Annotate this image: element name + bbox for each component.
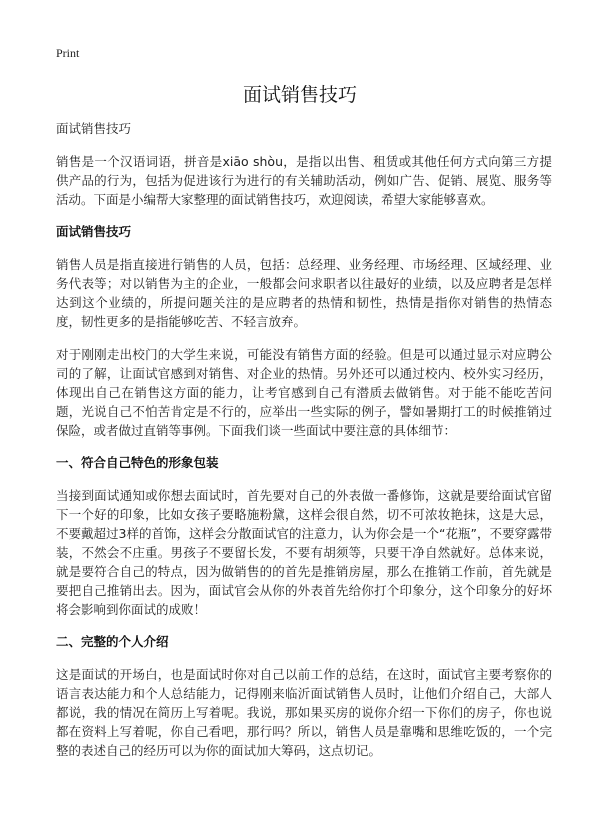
section-heading-introduction: 二、完整的个人介绍 bbox=[56, 634, 169, 649]
page-title: 面试销售技巧 bbox=[242, 84, 357, 106]
section1-paragraph-1: 销售人员是指直接进行销售的人员，包括：总经理、业务经理、市场经理、区域经理、业务代表等；对以销售为主的企业，一般都会问求职者以往最好的业绩，以及应聘者是怎样达到这个业绩的，所提问题关注的是应聘者的热情和韧性，热情是指你对销售的热情态度，韧性更多的是指能够吃苦、不轻言放弃。 bbox=[56, 257, 552, 329]
section-heading-image: 一、符合自己特色的形象包装 bbox=[56, 455, 219, 470]
section-heading-sales-skills: 面试销售技巧 bbox=[56, 224, 132, 239]
intro-paragraph: 销售是一个汉语词语，拼音是xiāo shòu，是指以出售、租赁或其他任何方式向第三方提供产品的行为，包括为促进该行为进行的有关辅助活动，例如广告、促销、展览、服务等活动。下面是小编帮大家整理的面试销售技巧，欢迎阅读，希望大家能够喜欢。 bbox=[56, 154, 552, 207]
section2-paragraph: 当接到面试通知或你想去面试时，首先要对自己的外表做一番修饰，这就是要给面试官留下一个好的印象，比如女孩子要略施粉黛，这样会很自然，切不可浓妆艳抹，这是大忌，不要戴超过3样的首饰，这样会分散面试官的注意力，认为你会是一个“花瓶”，不要穿露带装，不然会不庄重。男孩子不要留长发，不要有胡须等，只要干净自然就好。总体来说，就是要符合自己的特点，因为做销售的的首先是推销房屋，那么在推销工作前，首先就是要把自己推销出去。因为，面试官会从你的外表首先给你打个印象分，这个印象分的好坏将会影响到你面试的成败！ bbox=[56, 488, 552, 617]
article-subtitle: 面试销售技巧 bbox=[56, 121, 132, 136]
print-link[interactable]: Print bbox=[56, 46, 80, 60]
section1-paragraph-2: 对于刚刚走出校门的大学生来说，可能没有销售方面的经验。但是可以通过显示对应聘公司的了解，让面试官感到对销售、对企业的热情。另外还可以通过校内、校外实习经历，体现出自己在销售这方面的能力，让考官感到自己有潜质去做销售。对于能不能吃苦问题，光说自己不怕苦肯定是不行的，应举出一些实际的例子，譬如暑期打工的时候推销过保险，或者做过直销等事例。下面我们谈一些面试中要注意的具体细节： bbox=[56, 347, 552, 438]
article-body bbox=[56, 120, 552, 774]
section3-paragraph: 这是面试的开场白，也是面试时你对自己以前工作的总结，在这时，面试官主要考察你的语言表达能力和个人总结能力，记得刚来临沂面试销售人员时，让他们介绍自己，大部人都说，我的情况在简历上写着呢。我说，那如果买房的说你介绍一下你们的房子，你也说都在资料上写着呢，你自己看吧，那行吗？所以，销售人员是靠嘴和思维吃饭的，一个完整的表述自己的经历可以为你的面试加大筹码，这点切记。 bbox=[56, 667, 552, 758]
